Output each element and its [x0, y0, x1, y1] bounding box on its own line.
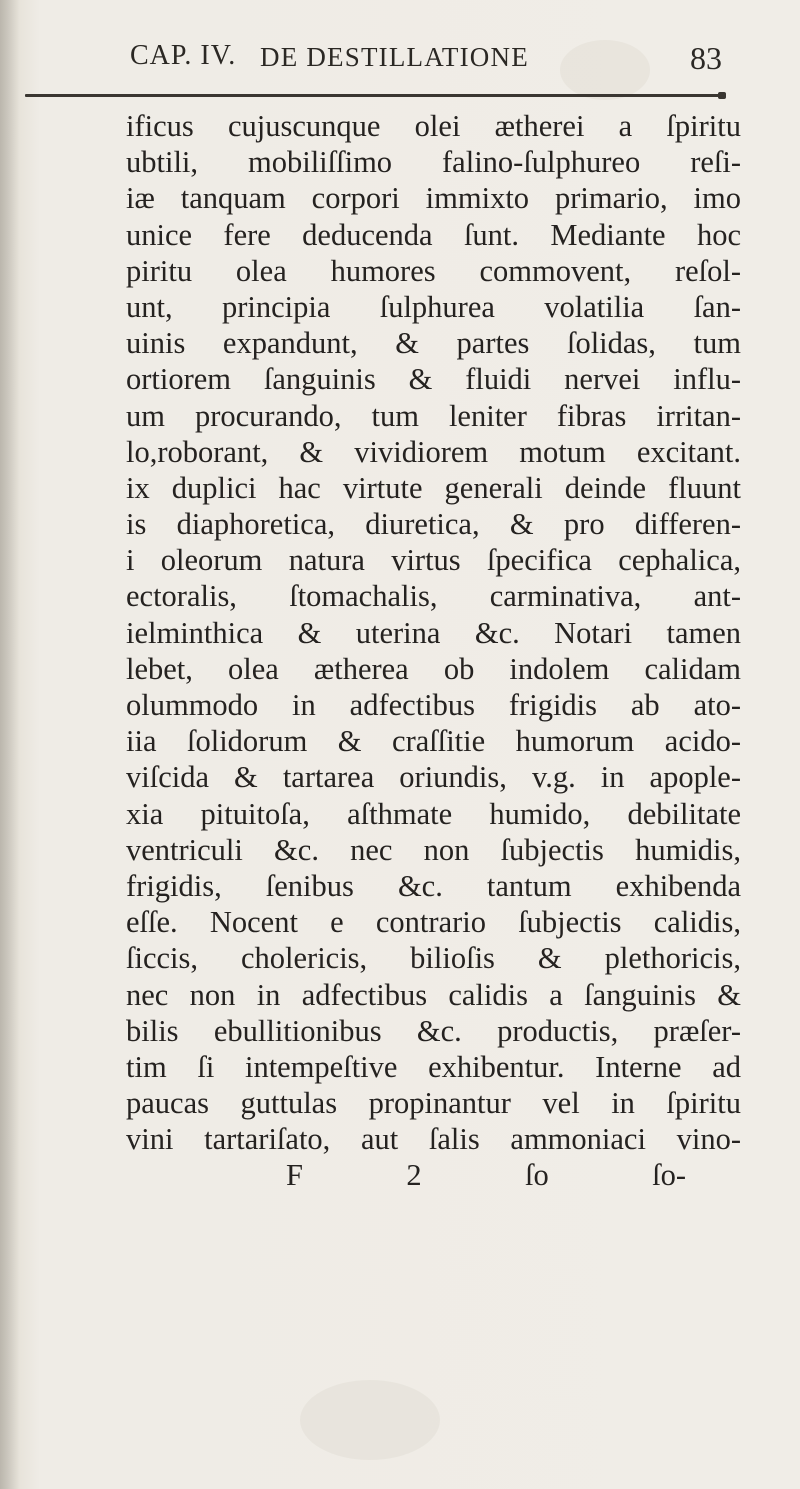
- text-line: lo,roborant, & vividiorem motum excitant.: [126, 434, 741, 469]
- text-line: unt, principia ſulphurea volatilia ſan-: [126, 289, 741, 324]
- text-line: paucas guttulas propinantur vel in ſpiritu: [126, 1086, 741, 1121]
- text-line: eſſe. Nocent e contrario ſubjectis calidis,: [126, 905, 741, 940]
- text-line: lebet, olea ætherea ob indolem calidam: [126, 651, 741, 686]
- text-line: ificus cujuscunque olei ætherei a ſpiritu: [126, 109, 741, 143]
- catchword: ſo ſo-: [525, 1158, 686, 1193]
- text-line: um procurando, tum leniter fibras irritan-: [126, 398, 741, 433]
- header-rule: [25, 94, 722, 97]
- signature-mark: F 2: [286, 1158, 422, 1193]
- text-line: piritu olea humores commovent, reſol-: [126, 253, 741, 288]
- body-text: [126, 108, 741, 1194]
- text-line: vini tartariſato, aut ſalis ammoniaci vino-: [126, 1122, 741, 1157]
- paper-stain: [300, 1380, 440, 1460]
- text-line: ix duplici hac virtute generali deinde fluunt: [126, 470, 741, 505]
- text-line: ſiccis, cholericis, bilioſis & plethoricis,: [126, 941, 741, 976]
- text-line: iæ tanquam corpori immixto primario, imo: [126, 181, 741, 216]
- text-line: ubtili, mobiliſſimo falino-ſulphureo reſi-: [126, 145, 741, 180]
- running-header: [110, 40, 730, 92]
- text-line: ortiorem ſanguinis & fluidi nervei influ-: [126, 362, 741, 397]
- text-line: unice fere deducenda ſunt. Mediante hoc: [126, 217, 741, 252]
- text-line: olummodo in adfectibus frigidis ab ato-: [126, 688, 741, 722]
- text-line: frigidis, ſenibus &c. tantum exhibenda: [126, 868, 741, 903]
- text-line: ventriculi &c. nec non ſubjectis humidis,: [126, 832, 741, 867]
- text-line: xia pituitoſa, aſthmate humido, debilitate: [126, 796, 741, 831]
- chapter-label: CAP. IV.: [130, 40, 237, 71]
- text-line: uinis expandunt, & partes ſolidas, tum: [126, 326, 741, 361]
- chapter-title: DE DESTILLATIONE: [260, 42, 529, 72]
- text-line: ectoralis, ſtomachalis, carminativa, ant-: [126, 579, 741, 614]
- page-number: 83: [690, 40, 722, 76]
- text-line: nec non in adfectibus calidis a ſanguinis &: [126, 977, 741, 1012]
- text-line: iia ſolidorum & craſſitie humorum acido-: [126, 724, 741, 759]
- text-line: ielminthica & uterina &c. Notari tamen: [126, 615, 741, 650]
- text-line: tim ſi intempeſtive exhibentur. Interne ad: [126, 1049, 741, 1084]
- text-line: i oleorum natura virtus ſpecifica cephalica,: [126, 543, 741, 578]
- text-line: bilis ebullitionibus &c. productis, præſer-: [126, 1013, 741, 1048]
- footer-line: [126, 1157, 686, 1193]
- binding-shadow: [0, 0, 20, 1489]
- text-line: viſcida & tartarea oriundis, v.g. in apople-: [126, 760, 741, 795]
- text-line: is diaphoretica, diuretica, & pro differen-: [126, 507, 741, 542]
